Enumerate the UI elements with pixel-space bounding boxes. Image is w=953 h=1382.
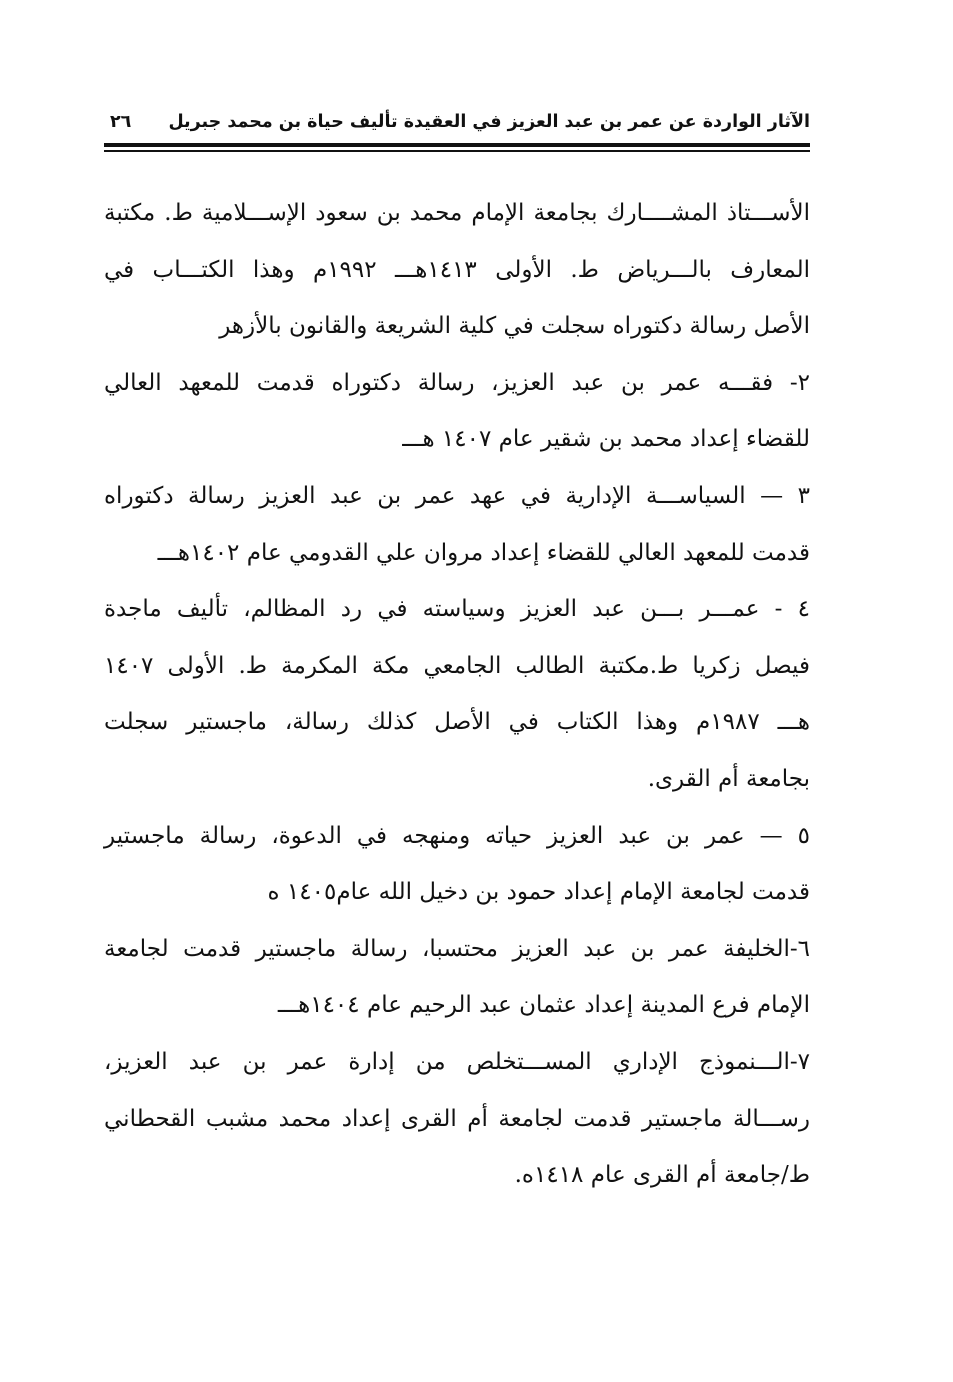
paragraph-2: [104, 355, 810, 468]
header-rule-thin: [104, 150, 810, 152]
paragraph-7: [104, 1034, 810, 1204]
text-line: الأصل رسالة دكتوراه سجلت في كلية الشريعة والقانون بالأزهر: [219, 313, 810, 340]
text-line: فيصل زكريا ط.مكتبة الطالب الجامعي مكة المكرمة ط. الأولى ١٤٠٧: [104, 652, 810, 679]
running-header: [104, 102, 810, 142]
paragraph-6: [104, 921, 810, 1034]
text-line: قدمت للمعهد العالي للقضاء إعداد مروان علي القدومي عام ١٤٠٢هـــ: [157, 539, 810, 566]
text-line: رســـالة ماجستير قدمت لجامعة أم القرى إعداد محمد مشبب القحطاني: [104, 1105, 810, 1132]
text-line: ٣ — السياســـة الإدارية في عهد عمر بن عبد العزيز رسالة دكتوراه: [104, 482, 810, 509]
body-text: [104, 185, 810, 1204]
paragraph-5: [104, 808, 810, 921]
text-line: ٦-الخليفة عمر بن عبد العزيز محتسبا، رسالة ماجستير قدمت لجامعة: [104, 935, 810, 962]
text-line: ٥ — عمر بن عبد العزيز حياته ومنهجه في الدعوة، رسالة ماجستير: [104, 822, 810, 849]
text-line: الأســـتاذ المشــــارك بجامعة الإمام محمد بن سعود الإســـلامية ط. مكتبة: [104, 200, 811, 226]
text-line: ٧-الـــنموذج الإداري المســـتخلص من إدارة عمر بن عبد العزيز،: [104, 1048, 810, 1075]
paragraph-4: [104, 581, 810, 807]
text-line: الإمام فرع المدينة إعداد عثمان عبد الرحيم عام ١٤٠٤هـــ: [277, 992, 810, 1019]
running-title: الآثار الواردة عن عمر بن عبد العزيز في العقيدة تأليف حياة بن محمد جبريل: [168, 112, 810, 132]
text-line: بجامعة أم القرى.: [647, 765, 810, 792]
paragraph-1: [104, 185, 810, 355]
text-line: ٤ - عمـــر بـــن عبد العزيز وسياسته في رد المظالم، تأليف ماجدة: [104, 596, 810, 623]
page-number: ٢٦: [110, 112, 132, 132]
text-line: هـــ ١٩٨٧م وهذا الكتاب في الأصل كذلك رسالة، ماجستير سجلت: [104, 709, 811, 736]
text-line: ط/جامعة أم القرى عام ١٤١٨ه.: [514, 1162, 810, 1189]
text-line: للقضاء إعداد محمد بن شقير عام ١٤٠٧ هـــ: [402, 426, 810, 453]
text-line: قدمت لجامعة الإمام إعداد حمود بن دخيل الله عام١٤٠٥ ه: [267, 879, 810, 906]
paragraph-3: [104, 468, 810, 581]
text-line: المعارف بالـــرياض ط. الأولى ١٤١٣هـــ ١٩٩٢م وهذا الكتـــاب في: [104, 256, 811, 283]
header-rule-thick: [104, 143, 810, 147]
text-line: ٢- فقـــه عمر بن عبد العزيز، رسالة دكتوراه قدمت للمعهد العالي: [104, 369, 810, 396]
